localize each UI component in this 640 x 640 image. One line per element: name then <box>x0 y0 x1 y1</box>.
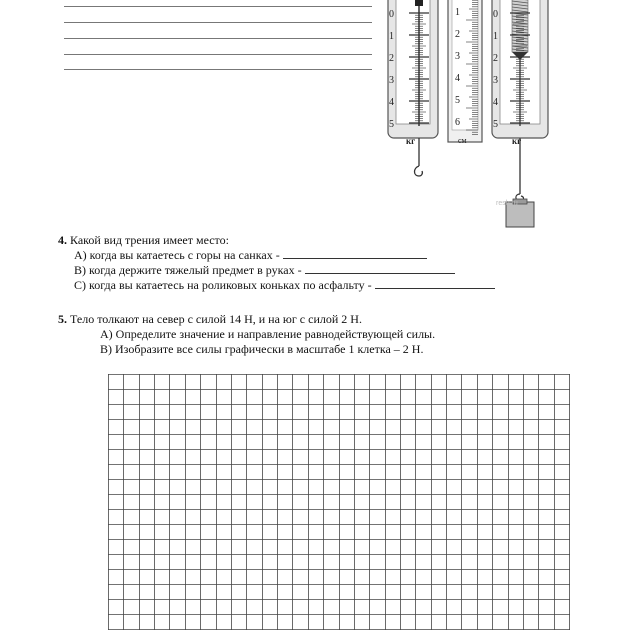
dr-label-3: 3 <box>493 75 498 86</box>
dl-label-2: 2 <box>389 53 394 64</box>
question5-a-text: А) Определите значение и направление равнодействующей силы. <box>100 327 436 341</box>
ruler-unit: см <box>458 136 467 145</box>
dl-label-1: 1 <box>389 31 394 42</box>
dynamometer-left <box>388 0 438 176</box>
question5-prompt <box>58 312 362 326</box>
ruler-label-1: 1 <box>455 7 460 18</box>
ruler <box>448 0 482 145</box>
question4-prompt <box>58 233 229 247</box>
dr-label-0: 0 <box>493 9 498 20</box>
dr-label-1: 1 <box>493 31 498 42</box>
dr-label-2: 2 <box>493 53 498 64</box>
question5-number: 5. <box>58 312 67 326</box>
question4-number: 4. <box>58 233 67 247</box>
question5-b-text: В) Изобразите все силы графически в масштабе 1 клетка – 2 Н. <box>100 342 424 356</box>
watermark: resh.ru <box>496 200 518 207</box>
question4-c-text: С) когда вы катаетесь на роликовых коньках по асфальту - <box>74 278 372 292</box>
question4-item-a <box>74 248 427 262</box>
ruler-label-6: 6 <box>455 117 460 128</box>
dr-label-5: 5 <box>493 119 498 130</box>
dl-unit: кг <box>406 136 416 146</box>
dl-label-3: 3 <box>389 75 394 86</box>
hook-icon <box>415 166 423 176</box>
question4-b-text: В) когда держите тяжелый предмет в руках - <box>74 263 302 277</box>
question5-item-b <box>100 342 423 356</box>
question4-a-blank[interactable] <box>283 248 427 259</box>
question4-a-text: А) когда вы катаетесь с горы на санках - <box>74 248 280 262</box>
ruler-label-4: 4 <box>455 73 460 84</box>
question5-item-a <box>100 327 435 341</box>
ruler-label-2: 2 <box>455 29 460 40</box>
dl-label-0: 0 <box>389 9 394 20</box>
dynamometer-illustration <box>0 0 640 240</box>
dr-label-4: 4 <box>493 97 498 108</box>
ruler-label-3: 3 <box>455 51 460 62</box>
dr-unit: кг <box>512 136 522 146</box>
ruler-label-5: 5 <box>455 95 460 106</box>
question4-b-blank[interactable] <box>305 263 455 274</box>
dynamometer-right <box>492 0 548 227</box>
question5-text: Тело толкают на север с силой 14 Н, и на юг с силой 2 Н. <box>70 312 362 326</box>
question4-text: Какой вид трения имеет место: <box>70 233 229 247</box>
answer-grid[interactable] <box>108 374 570 630</box>
dl-label-4: 4 <box>389 97 394 108</box>
dl-label-5: 5 <box>389 119 394 130</box>
question4-item-b <box>74 263 455 277</box>
question4-c-blank[interactable] <box>375 278 495 289</box>
question4-item-c <box>74 278 495 292</box>
